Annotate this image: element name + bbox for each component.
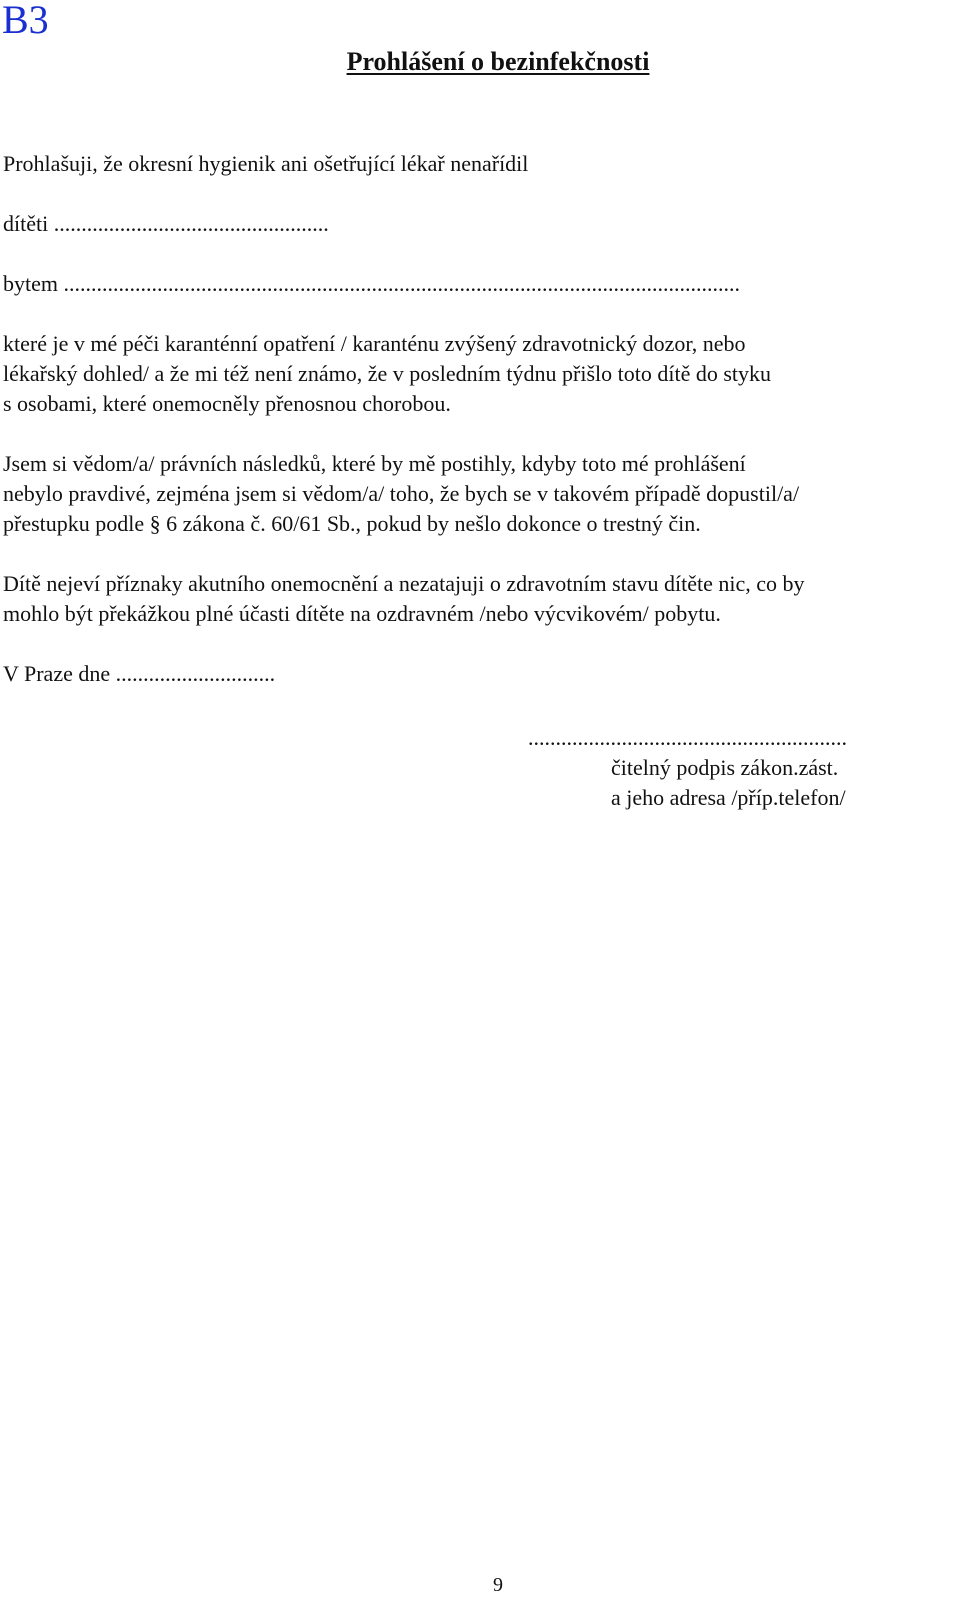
paragraph-line: mohlo být překážkou plné účasti dítěte na ozdravném /nebo výcvikovém/ pobytu.	[3, 601, 721, 626]
document-code: B3	[2, 0, 49, 42]
paragraph-quarantine	[3, 329, 933, 419]
intro-line: Prohlašuji, že okresní hygienik ani ošetřující lékař nenařídil	[3, 151, 529, 176]
paragraph-line: které je v mé péči karanténní opatření / karanténu zvýšený zdravotnický dozor, nebo	[3, 331, 746, 356]
residence-field[interactable]: bytem ...........................................................................................................................	[3, 271, 740, 296]
date-field[interactable]: V Praze dne .............................	[3, 661, 276, 686]
paragraph-health-status	[3, 569, 933, 629]
paragraph-line: s osobami, které onemocněly přenosnou chorobou.	[3, 391, 451, 416]
signature-block	[528, 723, 847, 813]
paragraph-line: přestupku podle § 6 zákona č. 60/61 Sb., pokud by nešlo dokonce o trestný čin.	[3, 511, 701, 536]
signature-label: čitelný podpis zákon.zást.	[611, 755, 839, 780]
paragraph-line: Dítě nejeví příznaky akutního onemocnění a nezatajuji o zdravotním stavu dítěte nic, co by	[3, 571, 805, 596]
signature-address-label: a jeho adresa /příp.telefon/	[611, 785, 846, 810]
paragraph-line: lékařský dohled/ a že mi též není známo, že v posledním týdnu přišlo toto dítě do styku	[3, 361, 772, 386]
paragraph-line: Jsem si vědom/a/ právních následků, které by mě postihly, kdyby toto mé prohlášení	[3, 451, 746, 476]
page-number: 9	[493, 1574, 503, 1596]
child-name-field[interactable]: dítěti ..................................................	[3, 211, 329, 236]
signature-line[interactable]: ..........................................................	[528, 725, 847, 750]
paragraph-legal-consequences	[3, 449, 933, 539]
paragraph-line: nebylo pravdivé, zejména jsem si vědom/a/ toho, že bych se v takovém případě dopustil/a/	[3, 481, 800, 506]
document-title: Prohlášení o bezinfekčnosti	[346, 47, 650, 76]
